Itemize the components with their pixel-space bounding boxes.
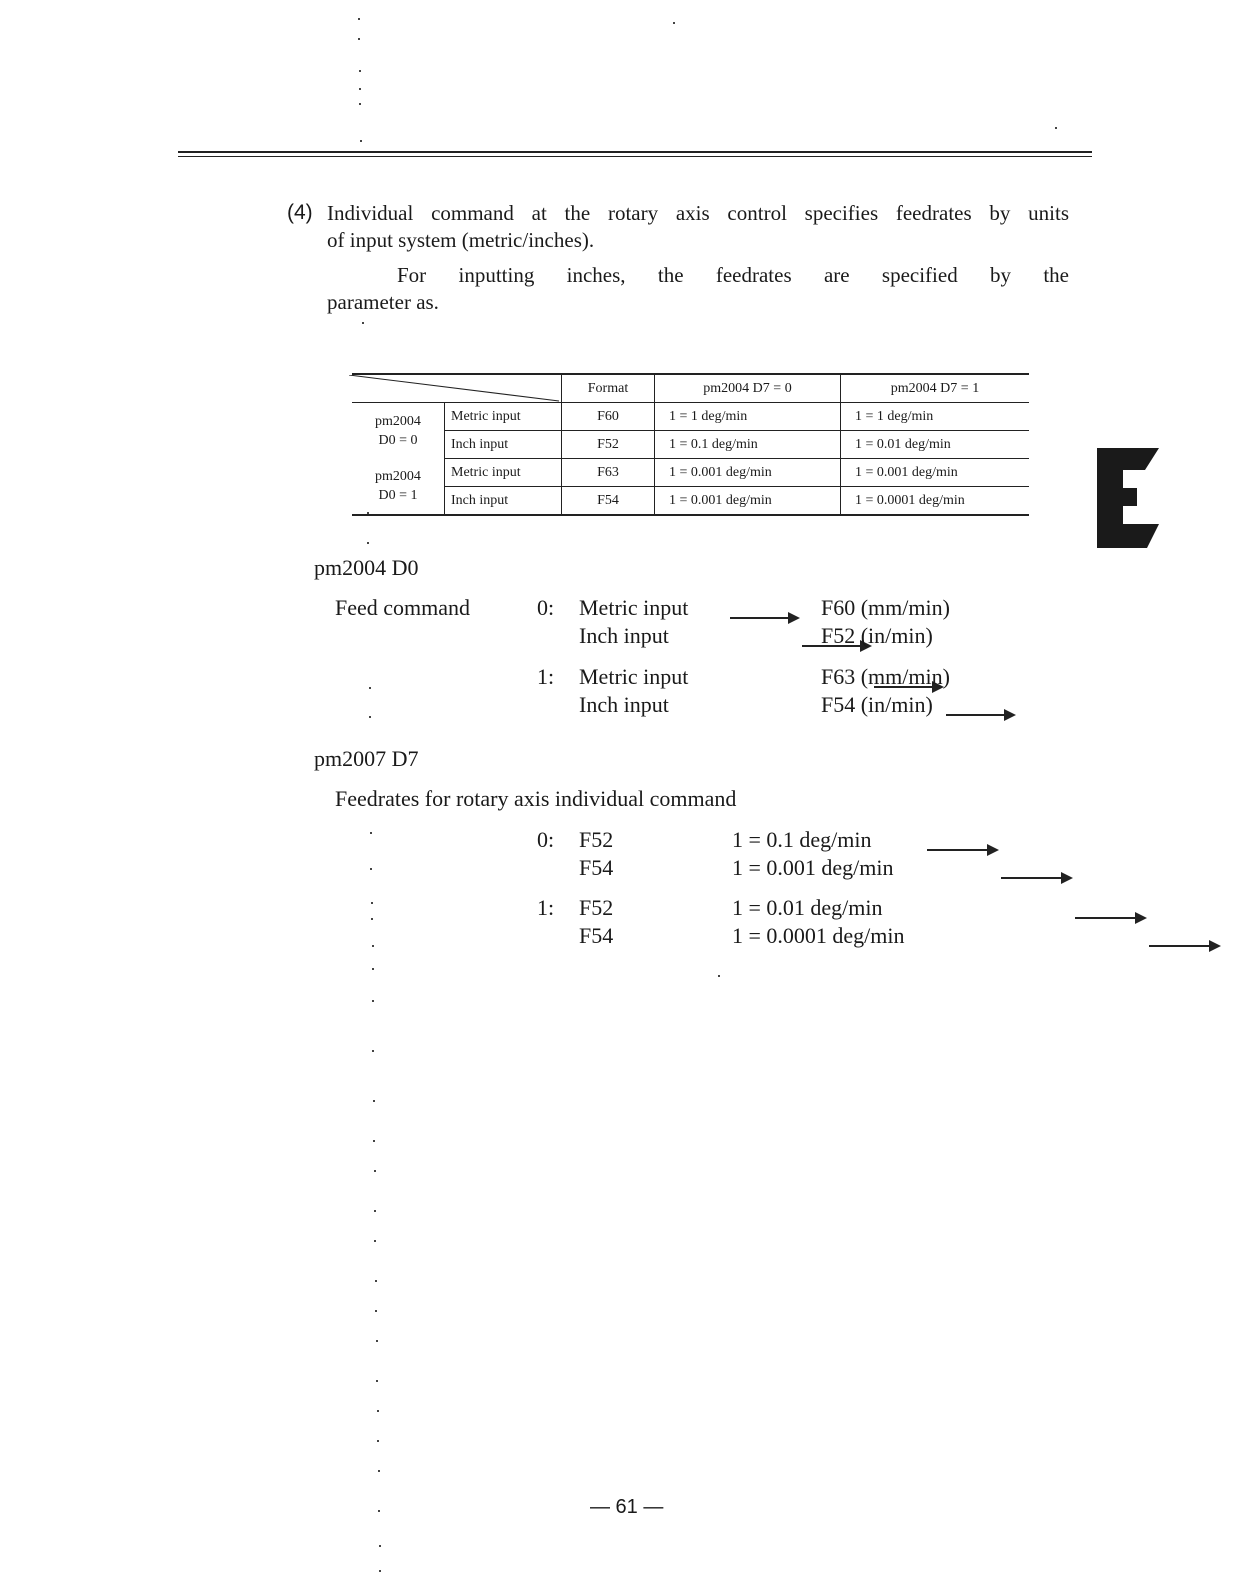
pm2007-case-0-result-1: 1 = 0.001 deg/min [732, 855, 894, 880]
arrow-icon [1075, 917, 1145, 919]
format-table [352, 373, 1029, 516]
arrow-icon [1001, 877, 1071, 879]
arrow-icon [946, 714, 1014, 716]
pm2004-case-0-result-0: F60 (mm/min) [821, 595, 950, 620]
section-tab-marker [1097, 448, 1159, 548]
d7-0-cell: 1 = 0.1 deg/min [655, 431, 841, 459]
group-label-d0-0: pm2004 D0 = 0 [375, 413, 421, 448]
table-row [352, 487, 1029, 516]
tab-letter-e-icon [1097, 448, 1159, 548]
format-cell: F63 [562, 459, 655, 487]
d7-1-cell: 1 = 0.01 deg/min [841, 431, 1030, 459]
input-cell: Inch input [445, 487, 562, 516]
arrow-icon [730, 617, 798, 619]
input-cell: Metric input [445, 459, 562, 487]
header-format: Format [562, 374, 655, 403]
input-cell: Metric input [445, 403, 562, 431]
pm2004-case-1-input-1: Inch input [579, 692, 669, 717]
pm2007-case-0-format-1: F54 [579, 855, 614, 880]
table-row [352, 403, 1029, 431]
group-label-d0-1: pm2004 D0 = 1 [375, 469, 421, 504]
pm2007-case-1-key: 1: [537, 895, 555, 920]
intro-line-1: Individual command at the rotary axis control specifies feedrates by units [327, 201, 1069, 225]
pm2007-title: pm2007 D7 [314, 746, 419, 771]
d7-1-cell: 1 = 0.0001 deg/min [855, 492, 965, 508]
header-rule-bottom [178, 156, 1092, 157]
pm2007-case-0-result-0: 1 = 0.1 deg/min [732, 827, 872, 852]
pm2007-case-1-format-0: F52 [579, 895, 614, 920]
table-row [352, 431, 1029, 459]
d7-1-cell: 1 = 0.001 deg/min [841, 459, 1030, 487]
pm2004-case-1-result-1: F54 (in/min) [821, 692, 933, 717]
arrow-icon [1149, 945, 1219, 947]
pm2007-case-1-format-1: F54 [579, 923, 614, 948]
arrow-icon [927, 849, 997, 851]
pm2004-case-0-input-1: Inch input [579, 623, 669, 648]
pm2004-subtitle: Feed command [335, 595, 471, 620]
table-row [352, 459, 1029, 487]
pm2004-title: pm2004 D0 [314, 555, 419, 580]
pm2004-case-0-key: 0: [537, 595, 555, 620]
d7-0-cell: 1 = 0.001 deg/min [655, 459, 841, 487]
header-rule-top [178, 151, 1092, 153]
diagonal-line [349, 375, 561, 402]
format-cell: F54 [562, 487, 655, 516]
format-cell: F60 [562, 403, 655, 431]
header-d7-0: pm2004 D7 = 0 [655, 374, 841, 403]
d7-0-cell: 1 = 1 deg/min [655, 403, 841, 431]
intro-line-4: parameter as. [327, 290, 439, 314]
intro-line-2: of input system (metric/inches). [327, 228, 595, 252]
pm2004-case-0-input-0: Metric input [579, 595, 689, 620]
page-number: — 61 — [590, 1496, 664, 1518]
pm2004-case-1-result-0: F63 (mm/min) [821, 664, 950, 689]
intro-line-3: For inputting inches, the feedrates are specified by the [397, 263, 1069, 287]
diagonal-header-cell-2 [445, 374, 562, 403]
table-header-row [352, 374, 1029, 403]
pm2007-case-0-key: 0: [537, 827, 555, 852]
pm2007-subtitle: Feedrates for rotary axis individual command [335, 786, 737, 811]
pm2004-case-1-input-0: Metric input [579, 664, 689, 689]
input-cell: Inch input [445, 431, 562, 459]
pm2004-case-1-key: 1: [537, 664, 555, 689]
d7-0-cell: 1 = 0.001 deg/min [655, 487, 841, 516]
format-cell: F52 [562, 431, 655, 459]
pm2004-case-0-result-1: F52 (in/min) [821, 623, 933, 648]
pm2007-case-1-result-0: 1 = 0.01 deg/min [732, 895, 883, 920]
header-d7-1: pm2004 D7 = 1 [841, 374, 1030, 403]
d7-1-cell: 1 = 1 deg/min [841, 403, 1030, 431]
pm2007-case-1-result-1: 1 = 0.0001 deg/min [732, 923, 905, 948]
pm2007-case-0-format-0: F52 [579, 827, 614, 852]
section-number: (4) [287, 201, 313, 224]
